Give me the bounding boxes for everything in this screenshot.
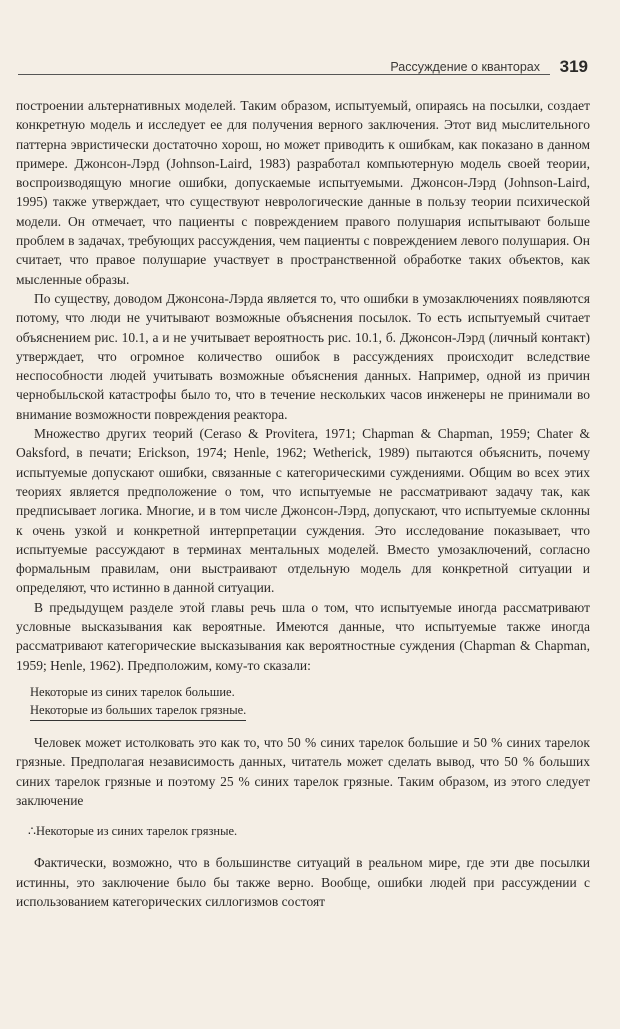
paragraph-1: построении альтернативных моделей. Таким образом, испытуемый, опираясь на посылки, создает конкретную модель и исследует ее для получения верного заключения. Этот вид мыслительного паттерна эвристически достаточно хорош, но может приводить к ошибкам, как показано в данном примере. Джонсон-Лэрд (Johnson-Laird, 1983) разработал компьютерную модель своей теории, воспроизводящую многие ошибки, допускаемые испытуемыми. Джонсон-Лэрд (Johnson-Laird, 1995) также утверждает, что существуют неврологические данные в пользу теории психической модели. Он отмечает, что пациенты с повреждением правого полушария испытывают больше проблем в задачах, требующих рассуждения, чем пациенты с повреждением левого полушария. Он считает, что правое полушарие участвует в пространственной обработке таких объектов, как мысленные образы. — [16, 98, 590, 287]
paragraph-3: Множество других теорий (Ceraso & Provitera, 1971; Chapman & Chapman, 1959; Chater & Oaksford, в печати; Erickson, 1974; Henle, 1962; Wetherick, 1989) пытаются объяснить, почему испытуемые допускают ошибки, связанные с категорическими суждениями. Общим во всех этих теориях является предположение о том, что испытуемые не рассматривают задачу так, как предписывает логика. Многие, и в том числе Джонсон-Лэрд, допускают, что испытуемые склонны к очень узкой и конкретной интерпретации суждения. Это исследование показывает, что испытуемые рассуждают в терминах ментальных моделей. Вместо умозаключений, согласно формальным правилам, они выстраивают отдельную модель для конкретной ситуации и определяют, что истинно в данной ситуации. — [16, 426, 590, 596]
paragraph-6: Фактически, возможно, что в большинстве ситуаций в реальном мире, где эти две посылки истинны, это заключение было бы также верно. Вообще, ошибки людей при рассуждении с использованием категорических силлогизмов состоят — [16, 855, 590, 909]
syllogism-premises — [30, 683, 590, 721]
syllogism-conclusion: ∴Некоторые из синих тарелок грязные. — [28, 824, 238, 839]
running-head: Рассуждение о кванторах — [390, 60, 540, 74]
paragraph-2: По существу, доводом Джонсона-Лэрда является то, что ошибки в умозаключениях появляются потому, что люди не учитывают возможные объяснения посылок. То есть испытуемый считает объяснением рис. 10.1, а и не учитывает вероятность рис. 10.1, б. Джонсон-Лэрд (личный контакт) утверждает, что огромное количество ошибок в рассуждениях происходит вследствие неспособности людей учитывать возможные объяснения данных. Например, одной из причин чернобыльской катастрофы было то, что в течение нескольких часов инженеры не принимали во внимание возможности повреждения реактора. — [16, 290, 590, 422]
page-number: 319 — [559, 57, 588, 76]
paragraph-4: В предыдущем разделе этой главы речь шла о том, что испытуемые иногда рассматривают условные высказывания как вероятные. Имеются данные, что испытуемые также иногда рассматривают категорические высказывания как вероятностные суждения (Chapman & Chapman, 1959; Henle, 1962). Предположим, кому-то сказали: — [16, 599, 590, 673]
page-body — [16, 96, 590, 911]
premise-1: Некоторые из синих тарелок большие. — [30, 684, 235, 699]
premise-2: Некоторые из больших тарелок грязные. — [30, 701, 246, 721]
header-rule — [18, 74, 550, 75]
page-header — [18, 57, 588, 80]
paragraph-5: Человек может истолковать это как то, что 50 % синих тарелок большие и 50 % синих тарелок грязные. Предполагая независимость данных, читатель может сделать вывод, что 50 % больших синих тарелок грязные и поэтому 25 % синих тарелок грязные. Таким образом, из этого следует заключение — [16, 734, 590, 808]
